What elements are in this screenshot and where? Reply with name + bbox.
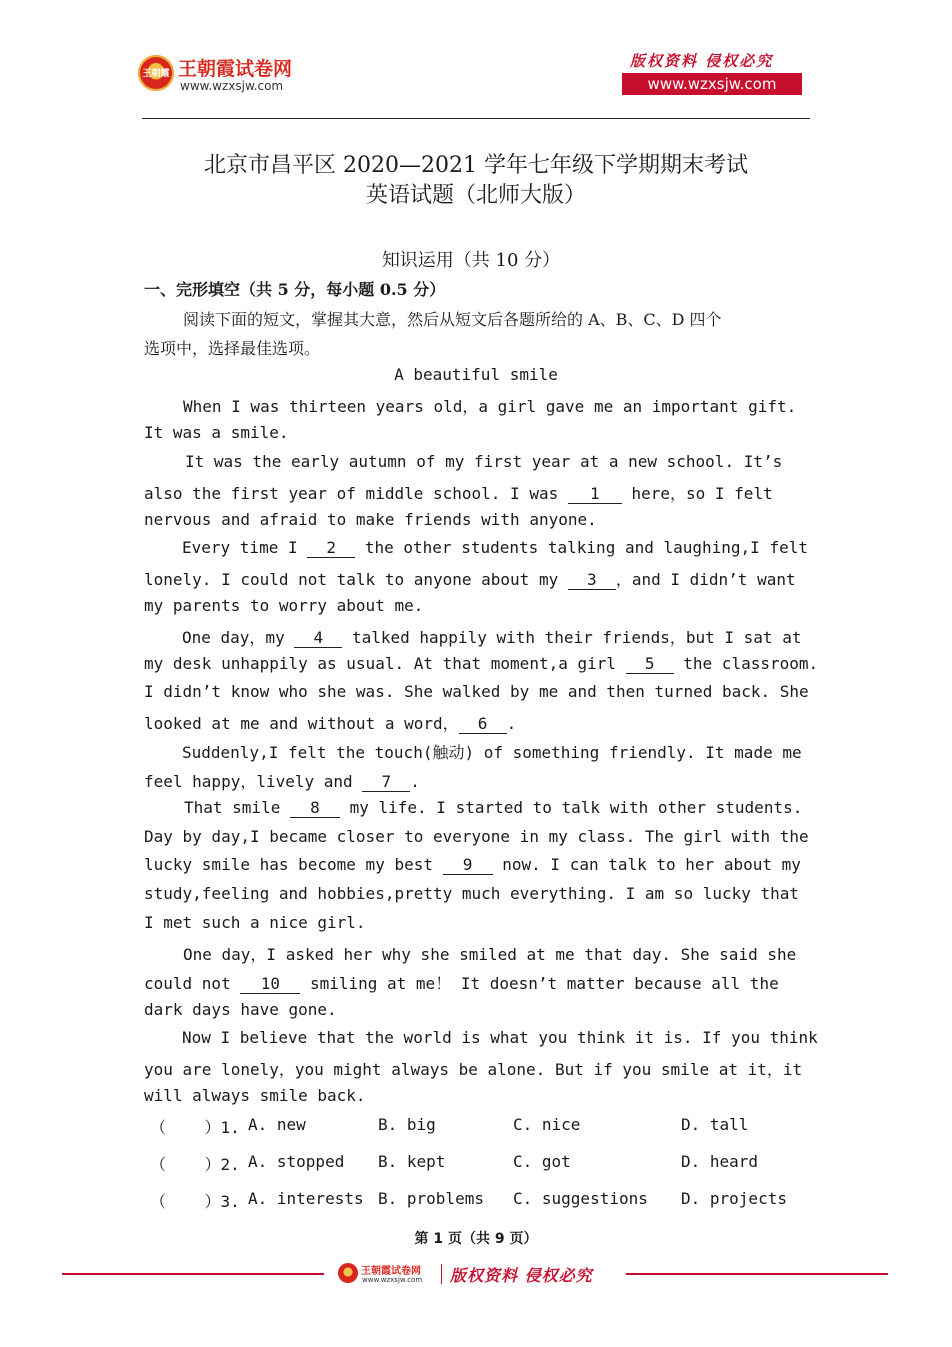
passage-line [144,711,516,734]
logo-title: 王朝霞试卷网 [178,58,293,80]
question-number[interactable]: （ ）3. [150,1192,240,1211]
footer-rule-left [62,1273,324,1275]
passage-line: It was the early autumn of my first year at a new school. It’s [185,452,783,471]
option-a[interactable]: A. stopped [248,1152,345,1171]
text-segment: my desk unhappily as usual. At that moment,a girl [144,654,626,673]
passage-line: Day by day,I became closer to everyone in my class. The girl with the [144,827,809,846]
option-a[interactable]: A. interests [248,1189,364,1208]
text-segment: my life. I started to talk with other students. [339,798,803,817]
header-divider [142,118,810,119]
text-segment: here，so I felt [621,484,773,503]
section-heading: 知识运用（共 10 分） [381,250,561,271]
passage-line [182,538,808,558]
passage-line: nervous and afraid to make friends with anyone. [144,510,597,529]
passage-line: you are lonely，you might always be alone. But if you smile at it，it [144,1060,803,1079]
blank-8[interactable]: 8 [290,799,340,818]
text-segment: . [410,772,420,791]
text-segment: talked happily with their friends，but I sat at [342,628,802,647]
passage-line [144,971,779,994]
text-segment: feel happy，lively and [144,772,363,791]
logo-url: www.wzxsjw.com [180,79,284,93]
passage-line: will always smile back. [144,1086,366,1105]
passage-line: Now I believe that the world is what you think it is. If you think [182,1028,818,1047]
text-segment: One day，my [182,628,295,647]
exam-subtitle: 英语试题（北师大版） [365,183,586,208]
option-b[interactable]: B. kept [378,1152,446,1171]
blank-9[interactable]: 9 [443,856,493,875]
exam-title: 北京市昌平区 2020—2021 学年七年级下学期期末考试 [204,153,748,178]
blank-3[interactable]: 3 [568,571,616,590]
text-segment: ，and I didn’t want [615,570,796,589]
instructions-line-1: 阅读下面的短文，掌握其大意，然后从短文后各题所给的 A、B、C、D 四个 [183,310,722,329]
footer-logo-name: 王朝霞试卷网 [361,1266,421,1277]
passage-line [182,625,801,648]
footer-rule-right [626,1273,888,1275]
blank-2[interactable]: 2 [307,539,355,558]
option-d[interactable]: D. heard [681,1152,759,1171]
text-segment: the other students talking and laughing,I felt [355,538,808,557]
text-segment: now. I can talk to her about my [492,855,801,874]
question-row [0,1189,952,1217]
blank-5[interactable]: 5 [626,655,674,674]
passage-line [144,567,796,590]
option-d[interactable]: D. projects [681,1189,787,1208]
instructions-line-2: 选项中，选择最佳选项。 [144,339,321,358]
logo-badge-icon [138,55,174,91]
header-slogan: 版权资料 侵权必究 [630,52,774,70]
passage-line: When I was thirteen years old，a girl gave me an important gift. [183,397,797,416]
blank-10[interactable]: 10 [240,975,300,994]
passage-line [184,798,802,818]
logo-badge-text: 王朝霞 [142,69,170,79]
text-segment: . [506,714,517,733]
text-segment: lonely. I could not talk to anyone about my [144,570,568,589]
page-number: 第 1 页（共 9 页） [414,1231,538,1247]
footer-separator [441,1264,442,1284]
text-segment: the classroom. [673,654,819,673]
text-segment: looked at me and without a word， [144,714,459,733]
passage-line: I didn’t know who she was. She walked by me and then turned back. She [144,682,809,701]
question-row [0,1152,952,1180]
header-url-banner[interactable]: www.wzxsjw.com [622,73,802,95]
option-d[interactable]: D. tall [681,1115,749,1134]
footer-slogan: 版权资料 侵权必究 [450,1266,593,1285]
passage-line [144,855,801,875]
passage-line [144,769,420,792]
option-b[interactable]: B. big [378,1115,436,1134]
blank-6[interactable]: 6 [459,715,507,734]
question-number[interactable]: （ ）1. [150,1118,240,1137]
passage-title: A beautiful smile [394,365,558,384]
passage-line [144,654,818,674]
passage-line: One day，I asked her why she smiled at me that day. She said she [183,945,797,964]
passage-line: dark days have gone. [144,1000,337,1019]
passage-line: I met such a nice girl. [144,913,366,932]
question-number[interactable]: （ ）2. [150,1155,240,1174]
option-c[interactable]: C. got [513,1152,571,1171]
passage-line: It was a smile. [144,423,289,442]
blank-7[interactable]: 7 [362,773,410,792]
footer-logo-icon [338,1263,358,1283]
passage-line: my parents to worry about me. [144,596,424,615]
option-a[interactable]: A. new [248,1115,306,1134]
option-c[interactable]: C. nice [513,1115,581,1134]
blank-4[interactable]: 4 [294,629,342,648]
blank-1[interactable]: 1 [568,485,622,504]
part-heading: 一、完形填空（共 5 分，每小题 0.5 分） [144,280,446,299]
question-row [0,1115,952,1143]
passage-line: Suddenly,I felt the touch(触动) of something friendly. It made me [182,743,802,762]
text-segment: lucky smile has become my best [144,855,443,874]
text-segment: smiling at me！ It doesn’t matter because all the [300,974,779,993]
footer-logo-url: www.wzxsjw.com [362,1276,423,1284]
text-segment: That smile [184,798,290,817]
text-segment: Every time I [182,538,308,557]
option-c[interactable]: C. suggestions [513,1189,648,1208]
text-segment: also the first year of middle school. I was [144,484,568,503]
passage-line: study,feeling and hobbies,pretty much everything. I am so lucky that [144,884,800,903]
passage-line [144,481,773,504]
option-b[interactable]: B. problems [378,1189,484,1208]
text-segment: could not [144,974,241,993]
